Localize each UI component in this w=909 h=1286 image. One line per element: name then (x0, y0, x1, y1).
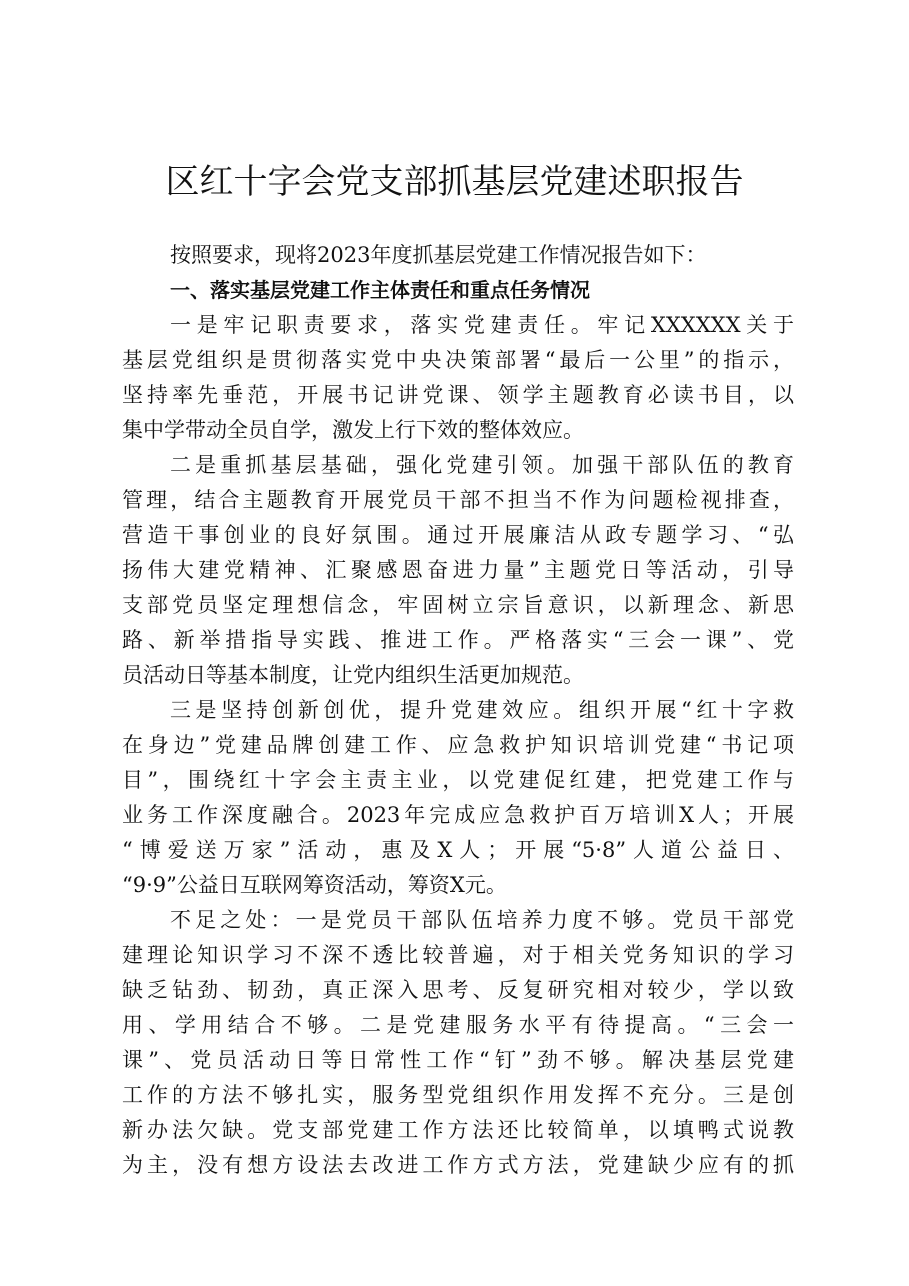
paragraph-line: 基层党组织是贯彻落实党中央决策部署“最后一公里”的指示， (122, 348, 794, 372)
paragraph-line: 三是坚持创新创优，提升党建效应。组织开展“红十字救 (170, 698, 794, 722)
paragraph-line: 目”，围绕红十字会主责主业，以党建促红建，把党建工作与 (122, 768, 794, 792)
paragraph-line: 用、学用结合不够。二是党建服务水平有待提高。“三会一 (122, 1013, 794, 1037)
paragraph-line: 路、新举措指导实践、推进工作。严格落实“三会一课”、党 (122, 628, 794, 652)
paragraph-line: 坚持率先垂范，开展书记讲党课、领学主题教育必读书目，以 (122, 383, 794, 407)
paragraph-line: 集中学带动全员自学，激发上行下效的整体效应。 (122, 418, 584, 442)
paragraph-line: 在身边”党建品牌创建工作、应急救护知识培训党建“书记项 (122, 733, 794, 757)
paragraph-line: 课”、党员活动日等日常性工作“钉”劲不够。解决基层党建 (122, 1048, 794, 1072)
document-body (122, 238, 794, 1183)
paragraph-line: “9·9”公益日互联网筹资活动，筹资X元。 (122, 873, 507, 897)
paragraph-line: 营造干事创业的良好氛围。通过开展廉洁从政专题学习、“弘 (122, 523, 794, 547)
paragraph-line: 一是牢记职责要求，落实党建责任。牢记XXXXXX关于 (170, 313, 794, 337)
paragraph-line: 建理论知识学习不深不透比较普遍，对于相关党务知识的学习 (122, 943, 794, 967)
intro-line: 按照要求，现将2023年度抓基层党建工作情况报告如下： (170, 243, 707, 267)
paragraph-line: 支部党员坚定理想信念，牢固树立宗旨意识，以新理念、新思 (122, 593, 794, 617)
paragraph-line: 扬伟大建党精神、汇聚感恩奋进力量”主题党日等活动，引导 (122, 558, 794, 582)
paragraph-line: “博爱送万家”活动，惠及X人；开展“5·8”人道公益日、 (122, 838, 794, 862)
paragraph-line: 管理，结合主题教育开展党员干部不担当不作为问题检视排查， (122, 488, 794, 512)
paragraph-line: 员活动日等基本制度，让党内组织生活更加规范。 (122, 663, 584, 687)
section-heading: 一、落实基层党建工作主体责任和重点任务情况 (170, 278, 590, 302)
paragraph-line: 为主，没有想方设法去改进工作方式方法，党建缺少应有的抓 (122, 1153, 794, 1177)
paragraph-line: 缺乏钻劲、韧劲，真正深入思考、反复研究相对较少，学以致 (122, 978, 794, 1002)
paragraph-line: 工作的方法不够扎实，服务型党组织作用发挥不充分。三是创 (122, 1083, 794, 1107)
paragraph-line: 业务工作深度融合。2023年完成应急救护百万培训X人；开展 (122, 803, 794, 827)
document-title: 区红十字会党支部抓基层党建述职报告 (165, 162, 744, 202)
paragraph-line: 不足之处：一是党员干部队伍培养力度不够。党员干部党 (170, 908, 794, 932)
paragraph-line: 新办法欠缺。党支部党建工作方法还比较简单，以填鸭式说教 (122, 1118, 794, 1142)
paragraph-line: 二是重抓基层基础，强化党建引领。加强干部队伍的教育 (170, 453, 794, 477)
